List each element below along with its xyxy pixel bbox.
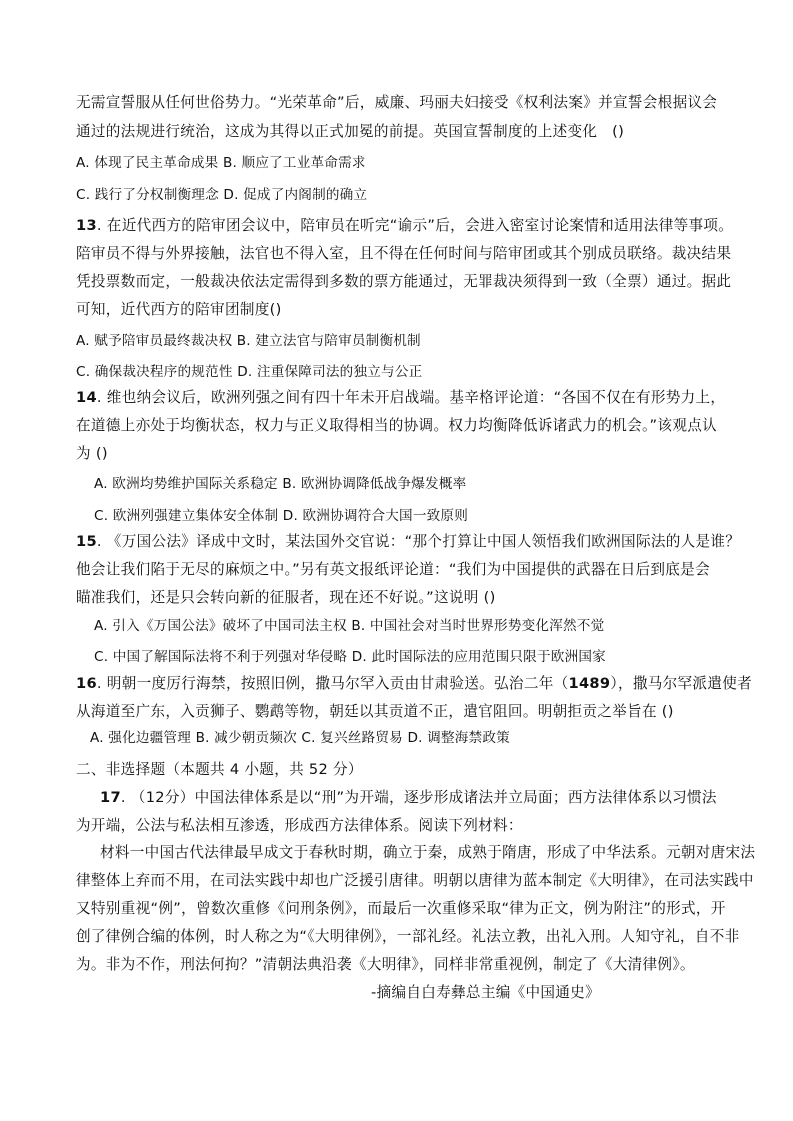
q13-stem-line: 13. 在近代西方的陪审团会议中，陪审员在听完“谕示”后，会进入密室讨论案情和适用法律等事项。 <box>76 217 734 234</box>
q12-stem-line: 无需宣誓服从任何世俗势力。“光荣革命”后，威廉、玛丽夫妇接受《权利法案》并宣誓会根据议会 <box>76 94 718 111</box>
q12-options: A. 体现了民主革命成果 B. 顺应了工业革命需求 <box>76 155 366 171</box>
q17-material-line: 为。非为不作，刑法何拘？”清朝法典沿袭《大明律》，同样非常重视例，制定了《大清律例》。 <box>76 956 695 973</box>
q14-stem-line: 为 () <box>76 445 108 462</box>
q17-points: . （12分） <box>120 789 195 806</box>
q13-stem-line: 可知，近代西方的陪审团制度() <box>76 301 282 318</box>
q13-stem-line: 凭投票数而定，一般裁决依法定需得到多数的票方能通过，无罪裁决须得到一致（全票）通过。据此 <box>76 273 732 290</box>
q13-stem-line: 陪审员不得与外界接触，法官也不得入室，且不得在任何时间与陪审团或其个别成员联络。裁决结果 <box>76 245 732 262</box>
q14-number: 14 <box>76 389 97 406</box>
q15-options: A. 引入《万国公法》破坏了中国司法主权 B. 中国社会对当时世界形势变化浑然不觉 <box>94 618 605 634</box>
q15-number: 15 <box>76 533 97 550</box>
q16-number: 16 <box>76 675 97 692</box>
q12-options: C. 践行了分权制衡理念 D. 促成了内阁制的确立 <box>76 187 368 203</box>
q15-options: C. 中国了解国际法将不利于列强对华侵略 D. 此时国际法的应用范围只限于欧洲国家 <box>94 649 606 665</box>
q17-material-line: 创了律例合编的体例，时人称之为“《大明律例》，一部礼经。礼法立教，出礼入刑。人知守礼，自不非 <box>76 928 740 945</box>
q17-number: 17 <box>100 789 121 806</box>
q16-year: 1489 <box>568 675 611 692</box>
q17-intro-line: 17. （12分）中国法律体系是以“刑”为开端，逐步形成诸法并立局面；西方法律体系以习惯法 <box>100 789 717 806</box>
q14-options: A. 欧洲均势维护国际关系稳定 B. 欧洲协调降低战争爆发概率 <box>94 476 467 492</box>
q14-stem-line: 在道德上亦处于均衡状态，权力与正义取得相当的协调。权力均衡降低诉诸武力的机会。”该观点认 <box>76 417 717 434</box>
q15-stem-line: 15. 《万国公法》译成中文时，某法国外交官说：“那个打算让中国人领悟我们欧洲国际法的人是谁？ <box>76 533 741 550</box>
q16-stem-line: 从海道至广东，入贡狮子、鹦鹉等物，朝廷以其贡道不正，遣官阻回。明朝拒贡之举旨在 () <box>76 703 674 720</box>
q13-options: C. 确保裁决程序的规范性 D. 注重保障司法的独立与公正 <box>76 364 423 380</box>
q17-intro-line: 为开端，公法与私法相互渗透，形成西方法律体系。阅读下列材料： <box>76 817 523 834</box>
q15-stem-line: 他会让我们陷于无尽的麻烦之中。”另有英文报纸评论道：“我们为中国提供的武器在日后到底是会 <box>76 561 710 578</box>
q16-options: A. 强化边疆管理 B. 减少朝贡频次 C. 复兴丝路贸易 D. 调整海禁政策 <box>90 730 510 746</box>
q13-number: 13 <box>76 217 97 234</box>
q13-options: A. 赋予陪审员最终裁决权 B. 建立法官与陪审员制衡机制 <box>76 333 421 349</box>
q17-material-line: 律整体上弃而不用，在司法实践中却也广泛援引唐律。明朝以唐律为蓝本制定《大明律》，在司法实践中 <box>76 872 754 889</box>
q17-material-line: 又特别重视“例”，曾数次重修《问刑条例》，而最后一次重修采取“律为正文，例为附注”的形式，开 <box>76 900 726 917</box>
q12-stem-line: 通过的法规进行统治，这成为其得以正式加冕的前提。英国宣誓制度的上述变化 () <box>76 123 625 140</box>
q16-stem-line: 16. 明朝一度厉行海禁，按照旧例，撒马尔罕入贡由甘肃验送。弘治二年（1489），撒马尔罕派遣使者 <box>76 675 752 692</box>
section-heading: 二、非选择题（本题共 4 小题，共 52 分） <box>76 761 363 778</box>
q14-options: C. 欧洲列强建立集体安全体制 D. 欧洲协调符合大国一致原则 <box>94 508 469 524</box>
q15-stem-line: 瞄准我们，还是只会转向新的征服者，现在还不好说。”这说明 () <box>76 589 496 606</box>
q17-source: -摘编自白寿彝总主编《中国通史》 <box>371 984 600 1001</box>
q14-stem-line: 14. 维也纳会议后，欧洲列强之间有四十年未开启战端。基辛格评论道：“各国不仅在有形势力上， <box>76 389 726 406</box>
q17-material-line: 材料一中国古代法律最早成文于春秋时期，确立于秦，成熟于隋唐，形成了中华法系。元朝对唐宋法 <box>100 844 756 861</box>
